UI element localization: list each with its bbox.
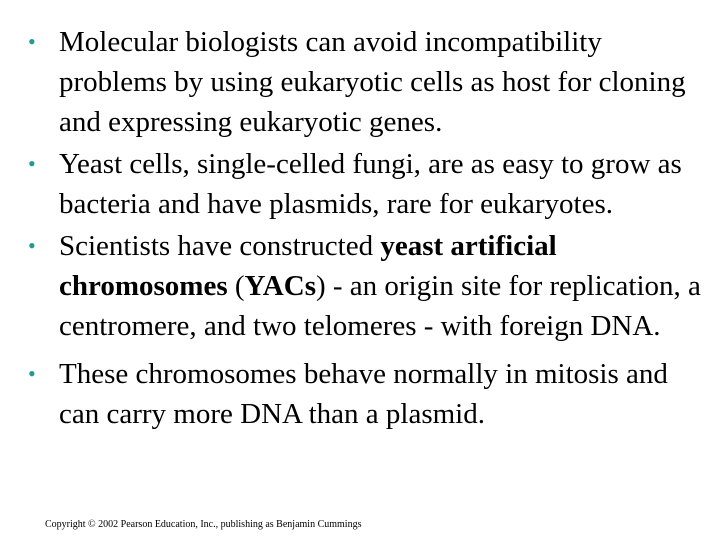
bullet-dot-icon: •	[28, 151, 36, 176]
bullet-item-yeast-cells	[28, 144, 708, 224]
bullet-text-part: (	[227, 270, 245, 302]
bullet-list	[28, 22, 708, 436]
bullet-item-mitosis	[28, 354, 708, 434]
bullet-dot-icon: •	[28, 29, 36, 54]
bullet-item-eukaryotic-hosts	[28, 22, 708, 142]
bullet-dot-icon: •	[28, 361, 36, 386]
bullet-text: Molecular biologists can avoid incompatibility problems by using eukaryotic cells as host for cloning and expressing eukaryotic genes.	[59, 26, 686, 138]
bullet-item-yacs	[28, 226, 708, 346]
copyright-footer: Copyright © 2002 Pearson Education, Inc., publishing as Benjamin Cummings	[45, 519, 362, 530]
bullet-text-part: Scientists have constructed	[59, 230, 381, 262]
bullet-text: Yeast cells, single-celled fungi, are as easy to grow as bacteria and have plasmids, rare for eukaryotes.	[59, 148, 682, 220]
bullet-text-part: ) - an origin site for replication, a centromere, and two telomeres - with foreign DNA.	[59, 270, 701, 342]
bold-term-yacs: YACs	[244, 270, 316, 302]
bullet-dot-icon: •	[28, 233, 36, 258]
bold-term-yeast-artificial-chromosomes: yeast artificial chromosomes	[59, 230, 557, 302]
bullet-text: These chromosomes behave normally in mitosis and can carry more DNA than a plasmid.	[59, 358, 668, 430]
